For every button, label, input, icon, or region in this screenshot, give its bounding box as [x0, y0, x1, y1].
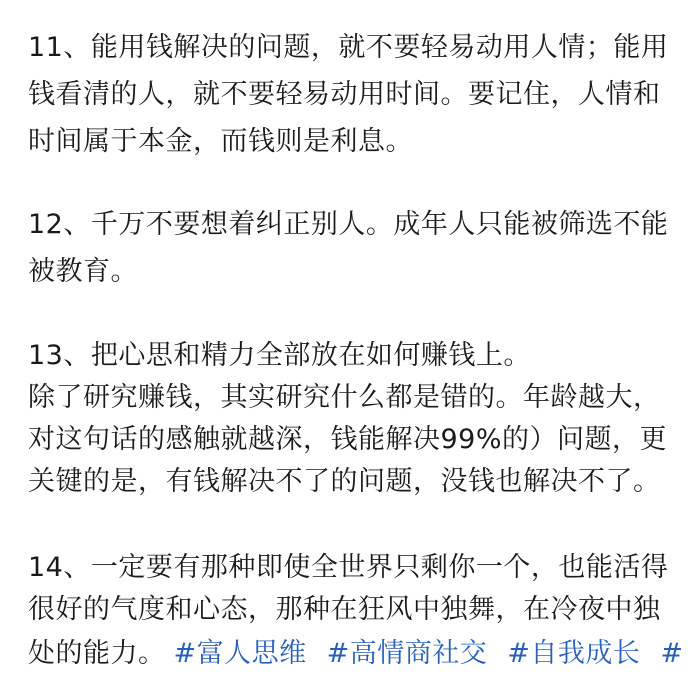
paragraph-11-line-3: 时间属于本金，而钱则是利息。	[28, 126, 413, 157]
hashtag-link[interactable]: #高情商社交	[326, 638, 488, 669]
paragraph-14-line-3	[28, 634, 684, 674]
paragraph-13-line-1: 13、把心思和精力全部放在如何赚钱上。	[28, 340, 531, 371]
paragraph-14-line-1: 14、一定要有那种即使全世界只剩你一个，也能活得	[28, 552, 669, 583]
paragraph-11-line-1: 11、能用钱解决的问题，就不要轻易动用人情；能用	[28, 32, 669, 63]
hashtag-link[interactable]: #富人思维	[173, 638, 307, 669]
hashtag-link[interactable]: #	[660, 638, 684, 669]
paragraph-13-line-2: 除了研究赚钱，其实研究什么都是错的。年龄越大，	[28, 382, 661, 413]
paragraph-12-line-2: 被教育。	[28, 256, 138, 287]
paragraph-11-line-2: 钱看清的人，就不要轻易动用时间。要记住，人情和	[28, 79, 661, 110]
paragraph-13-line-4: 关键的是，有钱解决不了的问题，没钱也解决不了。	[28, 466, 661, 497]
paragraph-12-line-1: 12、千万不要想着纠正别人。成年人只能被筛选不能	[28, 209, 669, 240]
paragraph-14-line-3-text: 处的能力。	[28, 638, 166, 669]
paragraph-14-line-2: 很好的气度和心态，那种在狂风中独舞，在冷夜中独	[28, 594, 661, 625]
hashtag-link[interactable]: #自我成长	[507, 638, 641, 669]
paragraph-13-line-3: 对这句话的感触就越深，钱能解决99%的）问题，更	[28, 424, 668, 455]
